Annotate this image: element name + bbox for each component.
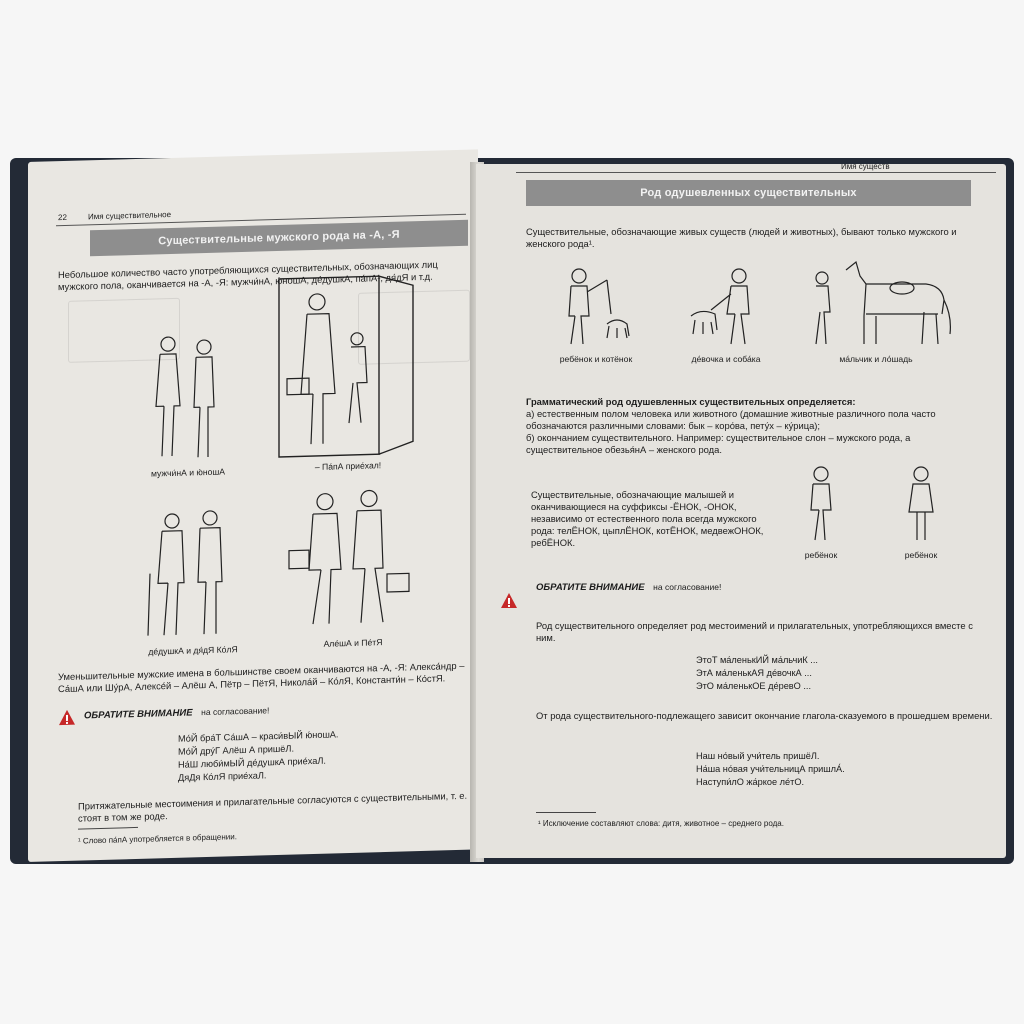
example-line: Наступи́лО жа́ркое ле́тО.: [696, 777, 805, 787]
example-line: ЭтО ма́ленькОЕ де́ревО ...: [696, 681, 812, 691]
illustration-child-and-kitten: [551, 264, 641, 349]
grammar-b: б) окончанием существительного. Например: существительное слон – мужского рода, а существительное обезья́нА – женского рода.: [526, 432, 911, 455]
section-banner: Род одушевленных существительных: [526, 180, 971, 206]
illustration-dad-arrived: [273, 271, 423, 460]
warning-icon: [58, 709, 76, 728]
agreement-paragraph: Род существительного определяет род местоимений и прилагательных, употребляющихся вместе с ним.: [536, 620, 973, 643]
right-page: [476, 164, 1006, 858]
intro-paragraph: Существительные, обозначающие живых существ (людей и животных), бывают только мужского и женского рода¹.: [526, 226, 957, 249]
illustration-alyosha-and-petya: [283, 481, 418, 635]
open-book: [0, 140, 1024, 870]
warning-icon: [500, 592, 518, 610]
young-animals-paragraph: Существительные, обозначающие малышей и оканчивающиеся на суффиксы -ЁНОК, -ОНОК, независимо от естественного пола всегда мужского рода: телЁНОК, цыплЁНОК, котЁНОК, медвежОНОК, ребЁНОК.: [531, 489, 764, 548]
caption-4: ребёнок: [804, 550, 838, 560]
possessive-paragraph: Притяжательные местоимения и прилагательные согласуются с существительными, т. е. стоят в том же роде.: [78, 789, 468, 824]
grammar-title: Грамматический род одушевленных существительных определяется:: [526, 396, 856, 407]
intro-paragraph: Небольшое количество часто употребляющихся существительных, обозначающих лиц мужского пола, оканчивается на -А, -Я: мужчи́нА, ю́ношА, де́душкА, па́пА¹, дя́дЯ и т.д.: [58, 258, 438, 293]
running-head: Имя существительное: [88, 210, 172, 222]
example-line: Наш но́вый учи́тель пришёЛ.: [696, 751, 820, 761]
verb-examples: [696, 750, 845, 789]
illustration-child-boy: [801, 464, 841, 544]
attention-note: на согласование!: [201, 705, 270, 718]
example-line: ЭтА ма́ленькАЯ де́вочкА ...: [696, 668, 812, 678]
illustration-man-and-youth: [138, 324, 238, 467]
grammar-block: [526, 396, 986, 456]
illustration-grandpa-and-uncle: [138, 501, 248, 644]
footnote: ¹ Слово па́пА употребляется в обращении.: [78, 832, 237, 846]
examples-block: [178, 728, 339, 784]
caption-3: ма́льчик и ло́шадь: [839, 354, 913, 364]
caption-1: ребёнок и котёнок: [559, 354, 633, 364]
header-rule: [516, 172, 996, 173]
verb-paragraph: От рода существительного-подлежащего зависит окончание глагола-сказуемого в прошедшем времени.: [536, 710, 993, 721]
caption-3: де́душкА и дя́дЯ Ко́лЯ: [148, 644, 238, 657]
attention-title: ОБРАТИТЕ ВНИМАНИЕ: [84, 707, 193, 722]
footnote-rule: [536, 812, 596, 813]
footnote: ¹ Исключение составляют слова: дитя, животное – среднего рода.: [538, 819, 784, 828]
caption-2: – Па́пА прие́хал!: [314, 460, 382, 472]
caption-2: де́вочка и соба́ка: [691, 354, 761, 364]
illustration-boy-and-horse: [806, 256, 956, 351]
attention-title: ОБРАТИТЕ ВНИМАНИЕ: [536, 582, 645, 593]
example-line: ЭтоТ ма́ленькИЙ ма́льчиК ...: [696, 655, 818, 665]
caption-4: Але́шА и Пе́тЯ: [323, 637, 383, 649]
caption-5: ребёнок: [904, 550, 938, 560]
example-line: ДяДя Ко́лЯ прие́хаЛ.: [178, 770, 267, 783]
caption-1: мужчи́нА и ю́ношА: [151, 466, 225, 479]
footnote-rule: [78, 827, 138, 830]
pronoun-examples: [696, 654, 818, 693]
example-line: Мо́Й дру́Г Алёш А пришёЛ.: [178, 743, 294, 757]
page-number: 22: [58, 212, 67, 223]
example-line: На́Ш люби́мЫЙ де́душкА прие́хаЛ.: [178, 755, 326, 770]
diminutive-paragraph: Уменьшительные мужские имена в большинстве своем оканчиваются на -А, -Я: Алекса́ндр – Са́шА или Шу́рА, Алексе́й – Алёш А, Пётр – ПётЯ, Никола́й – Ко́лЯ, Константи́н – Ко́стЯ.: [58, 659, 465, 695]
left-page: [28, 149, 478, 862]
attention-heading: [84, 705, 269, 721]
illustration-child-girl: [901, 464, 941, 544]
illustration-girl-and-dog: [681, 264, 771, 349]
example-line: На́ша но́вая учи́тельницА пришлА́.: [696, 764, 845, 774]
attention-note: на согласование!: [653, 582, 722, 592]
grammar-a: а) естественным полом человека или животного (домашние животные различного пола часто обозначаются различными словами: бык – коро́ва, пету́х – ку́рица);: [526, 408, 936, 431]
running-head: Имя существ: [841, 164, 890, 171]
attention-heading: [536, 582, 721, 593]
example-line: Мо́Й бра́Т Са́шА – краси́вЫЙ ю́ношА.: [178, 729, 339, 744]
section-banner: Существительные мужского рода на -А, -Я: [90, 220, 468, 257]
